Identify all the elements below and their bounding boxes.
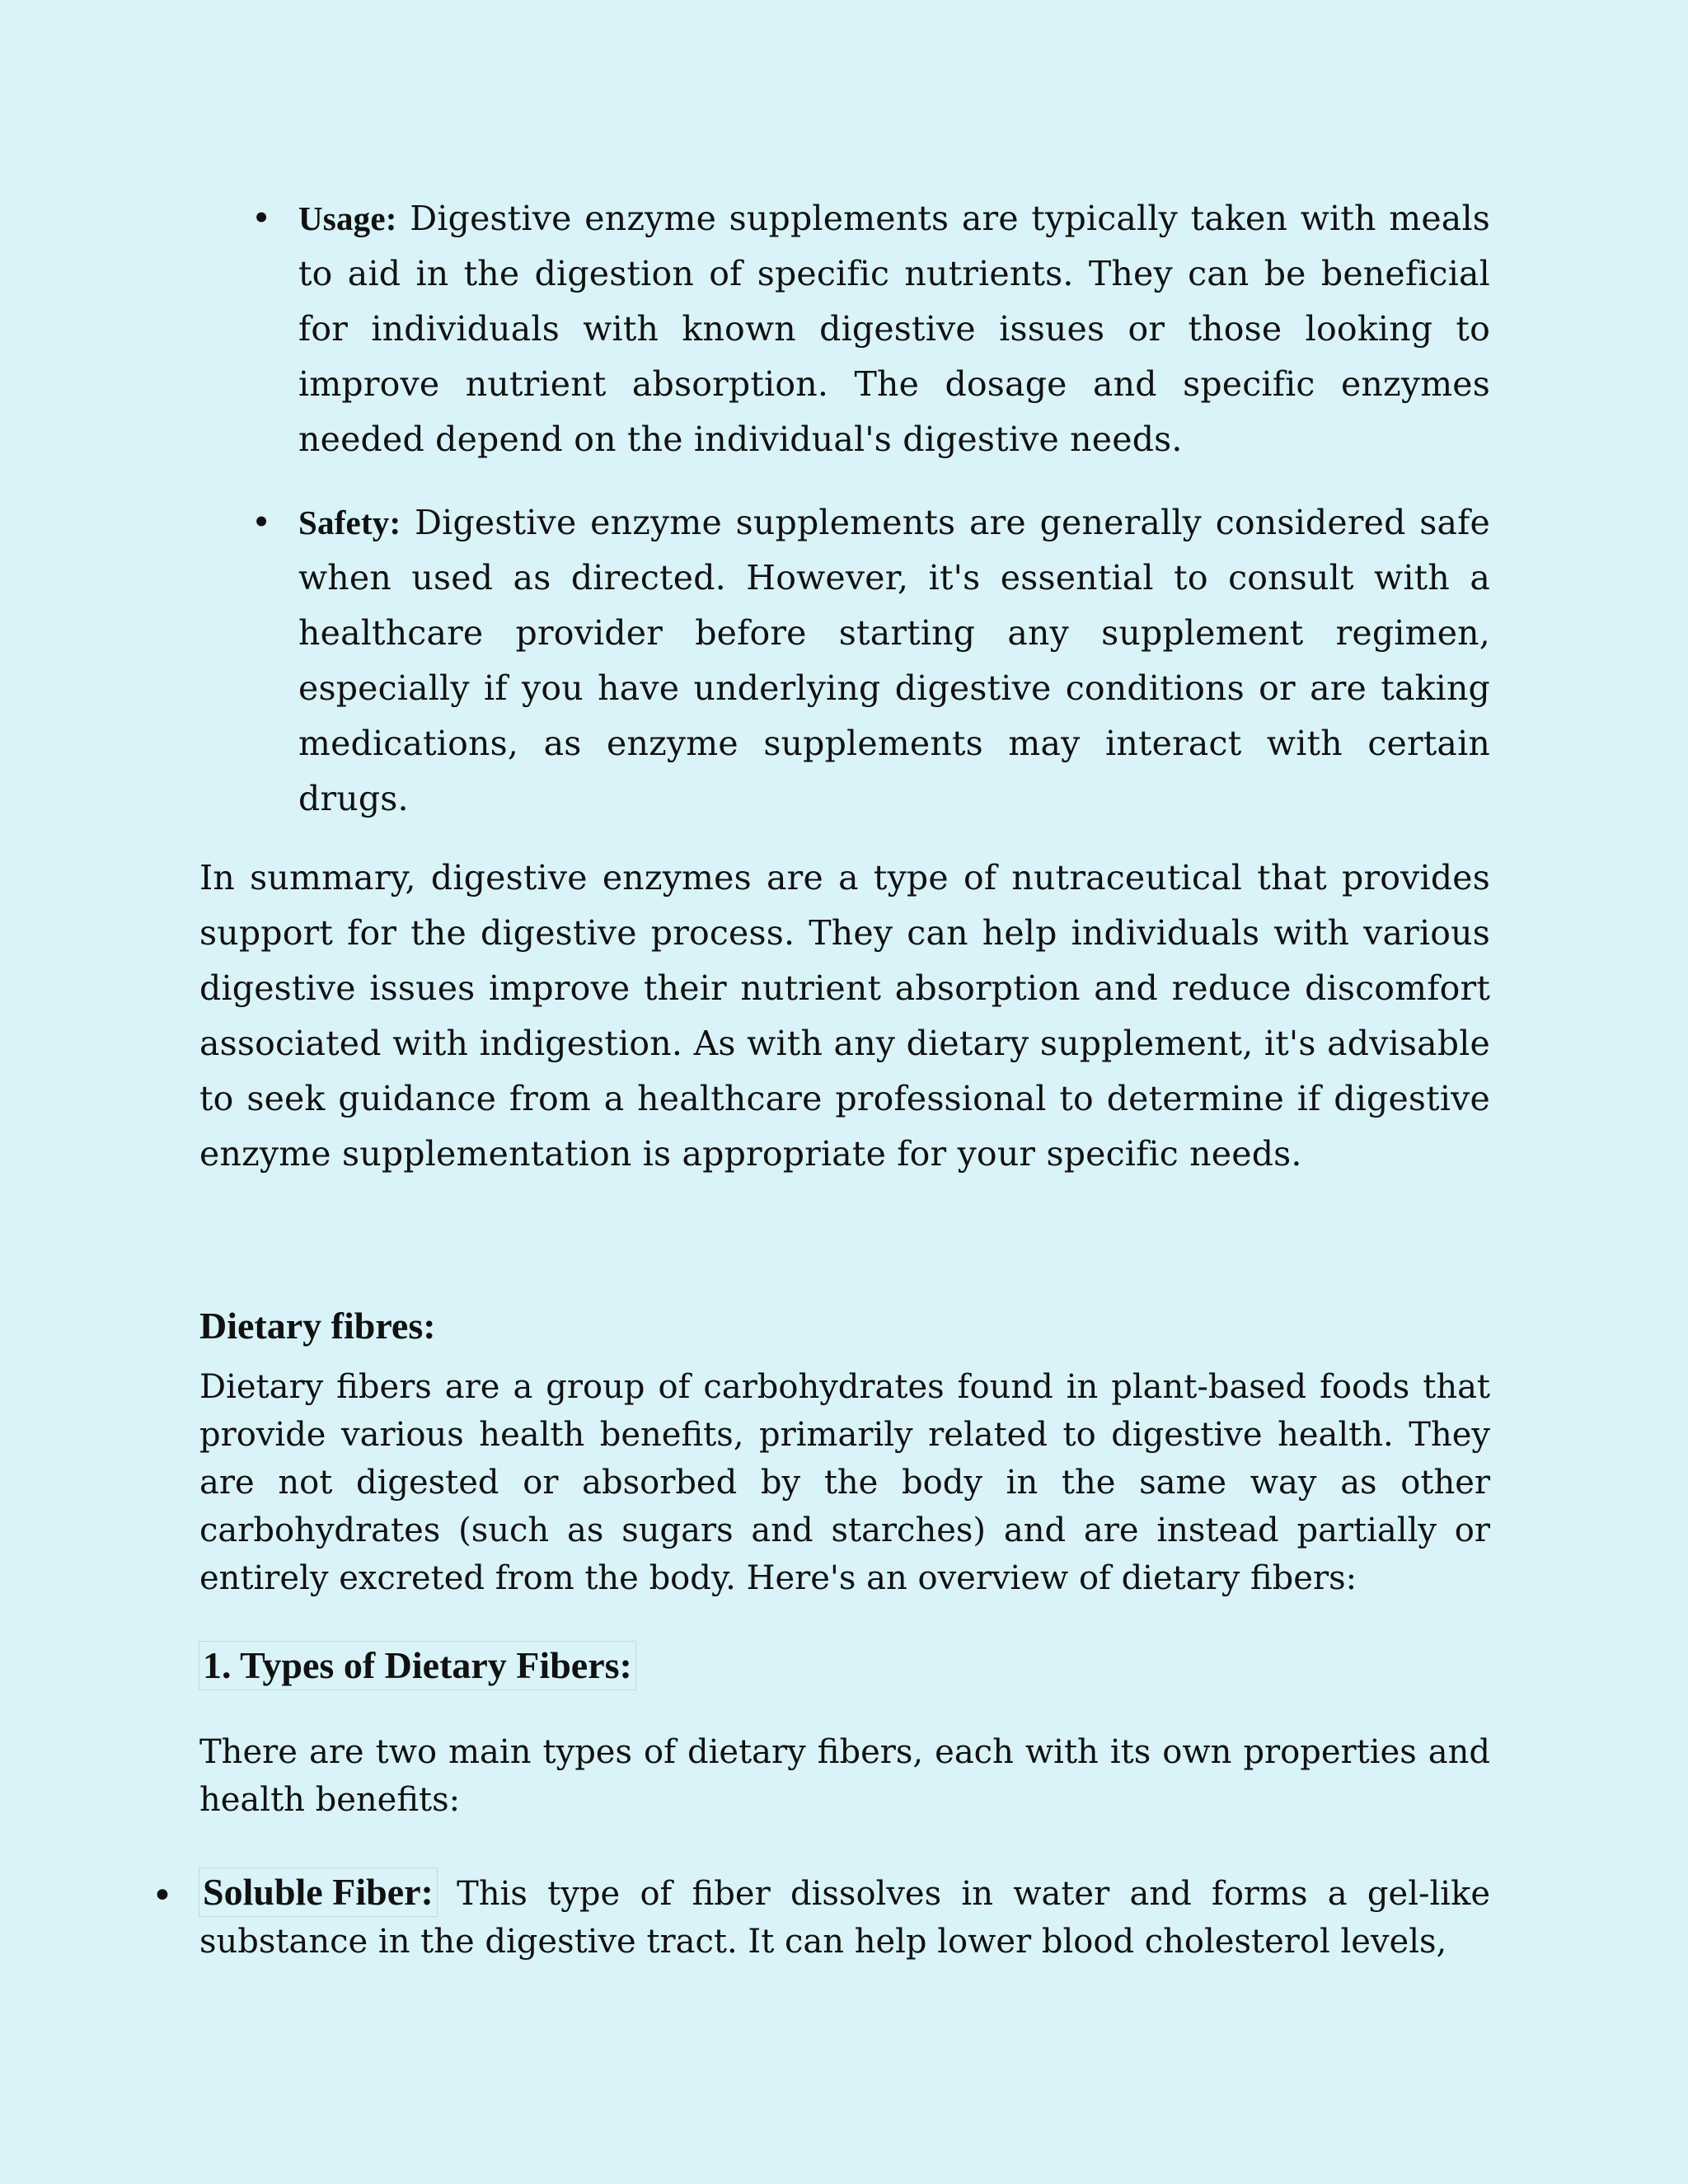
usage-text: Digestive enzyme supplements are typically taken with meals to aid in the digestion of specific nutrients. They can be beneficial for individuals with known digestive issues or those looking to improve nutrient absorption. The dosage and specific enzymes needed depend on the individual's digestive needs. bbox=[298, 199, 1490, 459]
soluble-fiber-text: This type of fiber dissolves in water and forms a gel-like substance in the digestive tract. It can help lower blood cholesterol levels, bbox=[199, 1875, 1490, 1961]
bullet-icon: • bbox=[152, 1875, 173, 1917]
soluble-fiber-paragraph bbox=[199, 1868, 1490, 1966]
usage-label: Usage: bbox=[298, 199, 397, 237]
bullet-icon: • bbox=[251, 199, 272, 238]
types-intro-paragraph: There are two main types of dietary fibers, each with its own properties and health benefits: bbox=[199, 1733, 1490, 1819]
safety-text: Digestive enzyme supplements are generally considered safe when used as directed. However, it's essential to consult with a healthcare provider before starting any supplement regimen, especially if you have underlying digestive conditions or are taking medications, as enzyme supplements may interact with certain drugs. bbox=[298, 503, 1490, 818]
safety-label: Safety: bbox=[298, 504, 401, 541]
soluble-fiber-label: Soluble Fiber: bbox=[199, 1868, 437, 1916]
list-item-usage bbox=[251, 191, 1490, 467]
dietary-fibres-heading: Dietary fibres: bbox=[199, 1305, 436, 1347]
fibres-intro-paragraph: Dietary fibers are a group of carbohydrates found in plant-based foods that provide various health benefits, primarily related to digestive health. They are not digested or absorbed by the body in the same way as other carbohydrates (such as sugars and starches) and are instead partially or entirely excreted from the body. Here's an overview of dietary fibers: bbox=[199, 1368, 1490, 1597]
types-heading-text: 1. Types of Dietary Fibers: bbox=[199, 1642, 635, 1690]
enzyme-bullet-list bbox=[251, 191, 1490, 827]
bullet-icon: • bbox=[251, 503, 272, 542]
summary-paragraph: In summary, digestive enzymes are a type of nutraceutical that provides support for the digestive process. They can help individuals with various digestive issues improve their nutrient absorption and reduce discomfort associated with indigestion. As with any dietary supplement, it's advisable to seek guidance from a healthcare professional to determine if digestive enzyme supplementation is appropriate for your specific needs. bbox=[199, 858, 1490, 1174]
list-item-safety bbox=[251, 495, 1490, 827]
types-heading bbox=[199, 1642, 635, 1690]
